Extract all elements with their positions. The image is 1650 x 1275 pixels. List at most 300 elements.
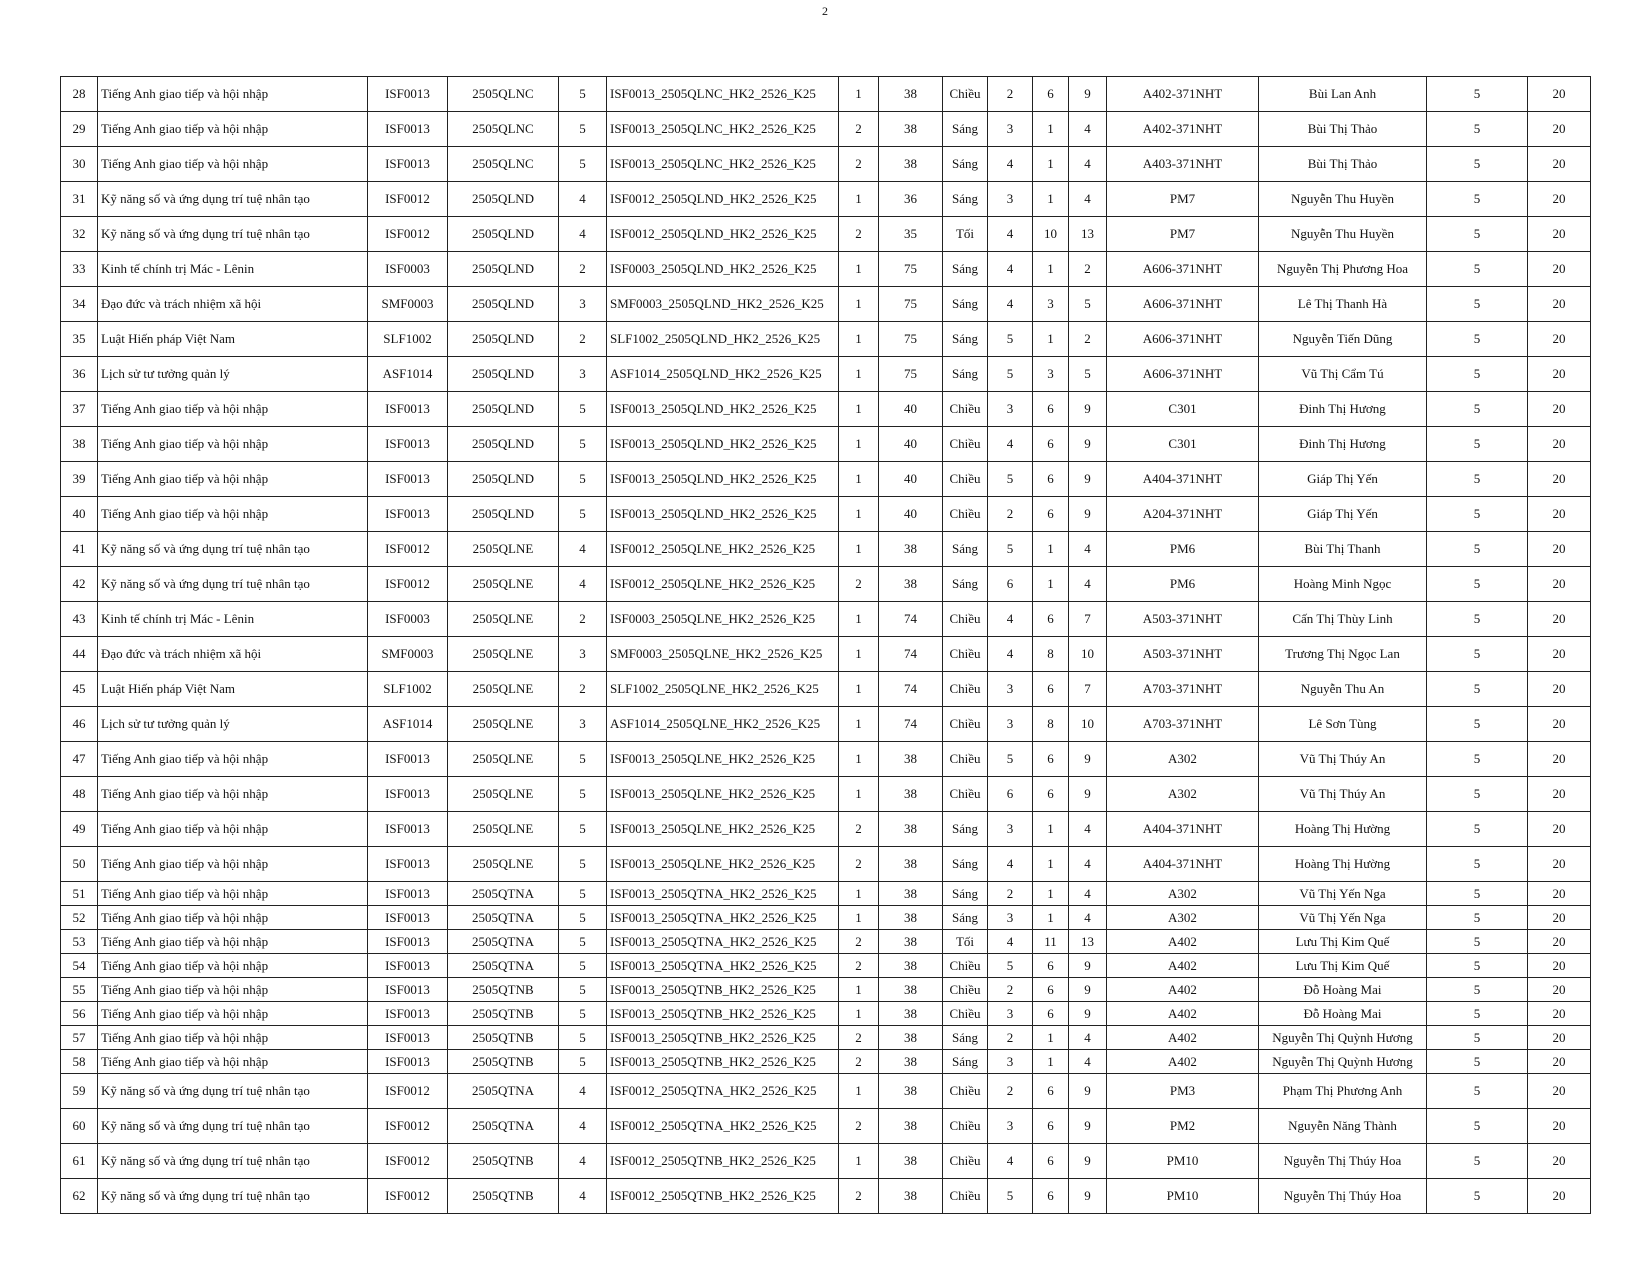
- max-periods-cell: 20: [1528, 954, 1591, 978]
- period-start-cell: 6: [1033, 978, 1069, 1002]
- course-name-cell: Tiếng Anh giao tiếp và hội nhập: [98, 847, 368, 882]
- table-row: [61, 1074, 1591, 1109]
- weekday-cell: 3: [988, 182, 1033, 217]
- course-name-cell: Kỹ năng số và ứng dụng trí tuệ nhân tạo: [98, 182, 368, 217]
- weeks-cell: 5: [1427, 427, 1528, 462]
- credits-cell: 5: [559, 77, 607, 112]
- group-cell: 1: [839, 906, 879, 930]
- course-code-cell: ISF0013: [368, 954, 448, 978]
- session-cell: Sáng: [943, 567, 988, 602]
- weekday-cell: 5: [988, 322, 1033, 357]
- course-name-cell: Tiếng Anh giao tiếp và hội nhập: [98, 1002, 368, 1026]
- class-code-cell: 2505QLND: [448, 497, 559, 532]
- section-code-cell: SMF0003_2505QLND_HK2_2526_K25: [607, 287, 839, 322]
- student-count-cell: 38: [879, 567, 943, 602]
- room-cell: A606-371NHT: [1107, 252, 1259, 287]
- session-cell: Sáng: [943, 812, 988, 847]
- weekday-cell: 4: [988, 637, 1033, 672]
- weeks-cell: 5: [1427, 112, 1528, 147]
- row-number-cell: 47: [61, 742, 98, 777]
- weekday-cell: 3: [988, 1050, 1033, 1074]
- room-cell: A402-371NHT: [1107, 112, 1259, 147]
- room-cell: PM10: [1107, 1144, 1259, 1179]
- credits-cell: 5: [559, 742, 607, 777]
- weeks-cell: 5: [1427, 1074, 1528, 1109]
- lecturer-cell: Vũ Thị Yến Nga: [1259, 882, 1427, 906]
- class-code-cell: 2505QTNB: [448, 1144, 559, 1179]
- table-row: [61, 637, 1591, 672]
- period-end-cell: 9: [1069, 1144, 1107, 1179]
- max-periods-cell: 20: [1528, 217, 1591, 252]
- weekday-cell: 3: [988, 392, 1033, 427]
- student-count-cell: 38: [879, 1179, 943, 1214]
- course-name-cell: Tiếng Anh giao tiếp và hội nhập: [98, 930, 368, 954]
- max-periods-cell: 20: [1528, 812, 1591, 847]
- weeks-cell: 5: [1427, 707, 1528, 742]
- max-periods-cell: 20: [1528, 742, 1591, 777]
- class-code-cell: 2505QLNC: [448, 77, 559, 112]
- class-code-cell: 2505QTNA: [448, 954, 559, 978]
- section-code-cell: ISF0013_2505QLND_HK2_2526_K25: [607, 392, 839, 427]
- section-code-cell: ISF0013_2505QLND_HK2_2526_K25: [607, 462, 839, 497]
- student-count-cell: 38: [879, 777, 943, 812]
- period-start-cell: 6: [1033, 1074, 1069, 1109]
- max-periods-cell: 20: [1528, 1074, 1591, 1109]
- weekday-cell: 4: [988, 147, 1033, 182]
- group-cell: 2: [839, 1026, 879, 1050]
- section-code-cell: ISF0003_2505QLNE_HK2_2526_K25: [607, 602, 839, 637]
- lecturer-cell: Lưu Thị Kim Quế: [1259, 930, 1427, 954]
- section-code-cell: ASF1014_2505QLND_HK2_2526_K25: [607, 357, 839, 392]
- weeks-cell: 5: [1427, 322, 1528, 357]
- credits-cell: 4: [559, 217, 607, 252]
- weekday-cell: 4: [988, 930, 1033, 954]
- room-cell: A402-371NHT: [1107, 77, 1259, 112]
- room-cell: PM7: [1107, 182, 1259, 217]
- class-code-cell: 2505QLND: [448, 182, 559, 217]
- section-code-cell: ISF0013_2505QTNB_HK2_2526_K25: [607, 1050, 839, 1074]
- weekday-cell: 5: [988, 357, 1033, 392]
- course-name-cell: Tiếng Anh giao tiếp và hội nhập: [98, 77, 368, 112]
- weekday-cell: 2: [988, 1026, 1033, 1050]
- class-code-cell: 2505QLND: [448, 392, 559, 427]
- room-cell: A503-371NHT: [1107, 637, 1259, 672]
- weeks-cell: 5: [1427, 1144, 1528, 1179]
- section-code-cell: ISF0012_2505QTNB_HK2_2526_K25: [607, 1179, 839, 1214]
- class-code-cell: 2505QLND: [448, 357, 559, 392]
- period-end-cell: 9: [1069, 462, 1107, 497]
- student-count-cell: 38: [879, 1050, 943, 1074]
- course-code-cell: ISF0013: [368, 777, 448, 812]
- weeks-cell: 5: [1427, 672, 1528, 707]
- course-code-cell: ISF0012: [368, 1109, 448, 1144]
- section-code-cell: ISF0013_2505QLNC_HK2_2526_K25: [607, 77, 839, 112]
- session-cell: Chiều: [943, 707, 988, 742]
- course-code-cell: ISF0013: [368, 906, 448, 930]
- group-cell: 1: [839, 637, 879, 672]
- student-count-cell: 38: [879, 954, 943, 978]
- weeks-cell: 5: [1427, 567, 1528, 602]
- course-code-cell: ISF0013: [368, 147, 448, 182]
- course-name-cell: Kinh tế chính trị Mác - Lênin: [98, 602, 368, 637]
- session-cell: Sáng: [943, 287, 988, 322]
- period-start-cell: 1: [1033, 882, 1069, 906]
- weekday-cell: 4: [988, 1144, 1033, 1179]
- course-name-cell: Tiếng Anh giao tiếp và hội nhập: [98, 112, 368, 147]
- table-row: [61, 112, 1591, 147]
- row-number-cell: 43: [61, 602, 98, 637]
- section-code-cell: ISF0012_2505QLNE_HK2_2526_K25: [607, 532, 839, 567]
- lecturer-cell: Lê Sơn Tùng: [1259, 707, 1427, 742]
- period-start-cell: 6: [1033, 742, 1069, 777]
- table-row: [61, 847, 1591, 882]
- room-cell: A404-371NHT: [1107, 847, 1259, 882]
- row-number-cell: 55: [61, 978, 98, 1002]
- max-periods-cell: 20: [1528, 1144, 1591, 1179]
- student-count-cell: 38: [879, 112, 943, 147]
- table-row: [61, 1026, 1591, 1050]
- student-count-cell: 38: [879, 1026, 943, 1050]
- lecturer-cell: Phạm Thị Phương Anh: [1259, 1074, 1427, 1109]
- table-row: [61, 287, 1591, 322]
- student-count-cell: 38: [879, 847, 943, 882]
- period-start-cell: 6: [1033, 392, 1069, 427]
- row-number-cell: 60: [61, 1109, 98, 1144]
- section-code-cell: ISF0013_2505QLNE_HK2_2526_K25: [607, 812, 839, 847]
- row-number-cell: 34: [61, 287, 98, 322]
- row-number-cell: 32: [61, 217, 98, 252]
- table-row: [61, 906, 1591, 930]
- session-cell: Chiều: [943, 1179, 988, 1214]
- student-count-cell: 38: [879, 1144, 943, 1179]
- lecturer-cell: Cấn Thị Thùy Linh: [1259, 602, 1427, 637]
- section-code-cell: ISF0013_2505QLNE_HK2_2526_K25: [607, 847, 839, 882]
- weekday-cell: 2: [988, 1074, 1033, 1109]
- section-code-cell: ISF0013_2505QTNA_HK2_2526_K25: [607, 954, 839, 978]
- period-end-cell: 9: [1069, 954, 1107, 978]
- credits-cell: 5: [559, 392, 607, 427]
- weekday-cell: 3: [988, 1109, 1033, 1144]
- lecturer-cell: Trương Thị Ngọc Lan: [1259, 637, 1427, 672]
- group-cell: 1: [839, 322, 879, 357]
- max-periods-cell: 20: [1528, 532, 1591, 567]
- class-code-cell: 2505QTNA: [448, 930, 559, 954]
- table-row: [61, 930, 1591, 954]
- group-cell: 1: [839, 777, 879, 812]
- lecturer-cell: Nguyễn Năng Thành: [1259, 1109, 1427, 1144]
- course-name-cell: Tiếng Anh giao tiếp và hội nhập: [98, 954, 368, 978]
- class-code-cell: 2505QTNB: [448, 1050, 559, 1074]
- period-start-cell: 6: [1033, 1002, 1069, 1026]
- course-code-cell: SLF1002: [368, 322, 448, 357]
- room-cell: A703-371NHT: [1107, 672, 1259, 707]
- period-start-cell: 6: [1033, 1179, 1069, 1214]
- row-number-cell: 59: [61, 1074, 98, 1109]
- weekday-cell: 4: [988, 847, 1033, 882]
- weekday-cell: 5: [988, 1179, 1033, 1214]
- room-cell: A404-371NHT: [1107, 462, 1259, 497]
- weekday-cell: 5: [988, 532, 1033, 567]
- course-code-cell: ASF1014: [368, 707, 448, 742]
- room-cell: A204-371NHT: [1107, 497, 1259, 532]
- row-number-cell: 44: [61, 637, 98, 672]
- session-cell: Chiều: [943, 497, 988, 532]
- max-periods-cell: 20: [1528, 497, 1591, 532]
- lecturer-cell: Hoàng Minh Ngọc: [1259, 567, 1427, 602]
- max-periods-cell: 20: [1528, 112, 1591, 147]
- room-cell: A606-371NHT: [1107, 357, 1259, 392]
- student-count-cell: 40: [879, 427, 943, 462]
- row-number-cell: 31: [61, 182, 98, 217]
- student-count-cell: 40: [879, 497, 943, 532]
- row-number-cell: 54: [61, 954, 98, 978]
- period-end-cell: 9: [1069, 978, 1107, 1002]
- session-cell: Chiều: [943, 954, 988, 978]
- weekday-cell: 3: [988, 112, 1033, 147]
- group-cell: 2: [839, 1050, 879, 1074]
- class-code-cell: 2505QTNB: [448, 1026, 559, 1050]
- table-row: [61, 978, 1591, 1002]
- group-cell: 1: [839, 1002, 879, 1026]
- weeks-cell: 5: [1427, 252, 1528, 287]
- credits-cell: 3: [559, 707, 607, 742]
- student-count-cell: 75: [879, 287, 943, 322]
- class-code-cell: 2505QLNE: [448, 532, 559, 567]
- class-code-cell: 2505QTNA: [448, 882, 559, 906]
- weeks-cell: 5: [1427, 978, 1528, 1002]
- room-cell: C301: [1107, 427, 1259, 462]
- period-end-cell: 4: [1069, 147, 1107, 182]
- table-row: [61, 252, 1591, 287]
- row-number-cell: 56: [61, 1002, 98, 1026]
- room-cell: A703-371NHT: [1107, 707, 1259, 742]
- table-row: [61, 77, 1591, 112]
- group-cell: 1: [839, 978, 879, 1002]
- row-number-cell: 41: [61, 532, 98, 567]
- student-count-cell: 38: [879, 978, 943, 1002]
- row-number-cell: 57: [61, 1026, 98, 1050]
- room-cell: A404-371NHT: [1107, 812, 1259, 847]
- max-periods-cell: 20: [1528, 882, 1591, 906]
- session-cell: Chiều: [943, 462, 988, 497]
- period-start-cell: 8: [1033, 637, 1069, 672]
- group-cell: 2: [839, 930, 879, 954]
- weeks-cell: 5: [1427, 497, 1528, 532]
- session-cell: Chiều: [943, 1144, 988, 1179]
- weekday-cell: 3: [988, 906, 1033, 930]
- course-name-cell: Tiếng Anh giao tiếp và hội nhập: [98, 882, 368, 906]
- row-number-cell: 58: [61, 1050, 98, 1074]
- table-row: [61, 1144, 1591, 1179]
- course-name-cell: Tiếng Anh giao tiếp và hội nhập: [98, 978, 368, 1002]
- section-code-cell: ISF0013_2505QLND_HK2_2526_K25: [607, 497, 839, 532]
- course-code-cell: ISF0003: [368, 602, 448, 637]
- lecturer-cell: Nguyễn Thị Thúy Hoa: [1259, 1144, 1427, 1179]
- group-cell: 1: [839, 182, 879, 217]
- period-start-cell: 1: [1033, 812, 1069, 847]
- class-code-cell: 2505QLNC: [448, 112, 559, 147]
- session-cell: Sáng: [943, 182, 988, 217]
- period-end-cell: 4: [1069, 182, 1107, 217]
- course-name-cell: Tiếng Anh giao tiếp và hội nhập: [98, 497, 368, 532]
- course-name-cell: Tiếng Anh giao tiếp và hội nhập: [98, 906, 368, 930]
- section-code-cell: SLF1002_2505QLND_HK2_2526_K25: [607, 322, 839, 357]
- period-start-cell: 1: [1033, 252, 1069, 287]
- row-number-cell: 53: [61, 930, 98, 954]
- table-row: [61, 322, 1591, 357]
- weeks-cell: 5: [1427, 532, 1528, 567]
- class-code-cell: 2505QLNE: [448, 602, 559, 637]
- session-cell: Chiều: [943, 637, 988, 672]
- row-number-cell: 29: [61, 112, 98, 147]
- class-code-cell: 2505QLNE: [448, 742, 559, 777]
- room-cell: A402: [1107, 1050, 1259, 1074]
- table-row: [61, 1002, 1591, 1026]
- course-code-cell: ISF0013: [368, 882, 448, 906]
- student-count-cell: 38: [879, 930, 943, 954]
- table-row: [61, 392, 1591, 427]
- weeks-cell: 5: [1427, 742, 1528, 777]
- weekday-cell: 3: [988, 1002, 1033, 1026]
- session-cell: Chiều: [943, 602, 988, 637]
- student-count-cell: 75: [879, 322, 943, 357]
- row-number-cell: 39: [61, 462, 98, 497]
- room-cell: PM10: [1107, 1179, 1259, 1214]
- period-end-cell: 4: [1069, 112, 1107, 147]
- period-start-cell: 6: [1033, 77, 1069, 112]
- session-cell: Chiều: [943, 742, 988, 777]
- max-periods-cell: 20: [1528, 1179, 1591, 1214]
- class-code-cell: 2505QLND: [448, 217, 559, 252]
- max-periods-cell: 20: [1528, 1026, 1591, 1050]
- credits-cell: 3: [559, 357, 607, 392]
- room-cell: A606-371NHT: [1107, 287, 1259, 322]
- course-name-cell: Kỹ năng số và ứng dụng trí tuệ nhân tạo: [98, 1144, 368, 1179]
- row-number-cell: 52: [61, 906, 98, 930]
- student-count-cell: 75: [879, 252, 943, 287]
- course-code-cell: ISF0013: [368, 742, 448, 777]
- lecturer-cell: Nguyễn Thu An: [1259, 672, 1427, 707]
- student-count-cell: 38: [879, 1074, 943, 1109]
- lecturer-cell: Lê Thị Thanh Hà: [1259, 287, 1427, 322]
- period-end-cell: 10: [1069, 637, 1107, 672]
- lecturer-cell: Vũ Thị Yến Nga: [1259, 906, 1427, 930]
- period-end-cell: 4: [1069, 882, 1107, 906]
- credits-cell: 5: [559, 882, 607, 906]
- class-code-cell: 2505QLNC: [448, 147, 559, 182]
- class-code-cell: 2505QLNE: [448, 637, 559, 672]
- course-name-cell: Kỹ năng số và ứng dụng trí tuệ nhân tạo: [98, 1179, 368, 1214]
- session-cell: Sáng: [943, 532, 988, 567]
- course-code-cell: ISF0012: [368, 1179, 448, 1214]
- page-number: 2: [822, 4, 828, 18]
- row-number-cell: 40: [61, 497, 98, 532]
- course-code-cell: ISF0013: [368, 112, 448, 147]
- period-start-cell: 1: [1033, 567, 1069, 602]
- weeks-cell: 5: [1427, 1109, 1528, 1144]
- session-cell: Sáng: [943, 882, 988, 906]
- room-cell: A302: [1107, 906, 1259, 930]
- period-end-cell: 4: [1069, 567, 1107, 602]
- weekday-cell: 2: [988, 497, 1033, 532]
- course-name-cell: Đạo đức và trách nhiệm xã hội: [98, 287, 368, 322]
- max-periods-cell: 20: [1528, 287, 1591, 322]
- section-code-cell: ISF0013_2505QLNE_HK2_2526_K25: [607, 742, 839, 777]
- section-code-cell: ISF0012_2505QTNA_HK2_2526_K25: [607, 1109, 839, 1144]
- lecturer-cell: Nguyễn Thị Quỳnh Hương: [1259, 1050, 1427, 1074]
- period-start-cell: 1: [1033, 322, 1069, 357]
- session-cell: Sáng: [943, 1026, 988, 1050]
- weekday-cell: 6: [988, 567, 1033, 602]
- course-code-cell: SMF0003: [368, 637, 448, 672]
- credits-cell: 5: [559, 1026, 607, 1050]
- course-name-cell: Luật Hiến pháp Việt Nam: [98, 322, 368, 357]
- schedule-table: [60, 76, 1591, 1214]
- period-end-cell: 5: [1069, 287, 1107, 322]
- course-code-cell: ISF0013: [368, 77, 448, 112]
- table-row: [61, 777, 1591, 812]
- credits-cell: 5: [559, 1002, 607, 1026]
- group-cell: 1: [839, 252, 879, 287]
- table-row: [61, 672, 1591, 707]
- group-cell: 2: [839, 847, 879, 882]
- credits-cell: 4: [559, 567, 607, 602]
- lecturer-cell: Hoàng Thị Hường: [1259, 847, 1427, 882]
- period-end-cell: 9: [1069, 1179, 1107, 1214]
- table-row: [61, 147, 1591, 182]
- lecturer-cell: Bùi Thị Thanh: [1259, 532, 1427, 567]
- class-code-cell: 2505QTNA: [448, 1109, 559, 1144]
- table-row: [61, 742, 1591, 777]
- table-row: [61, 882, 1591, 906]
- room-cell: A302: [1107, 882, 1259, 906]
- course-name-cell: Kỹ năng số và ứng dụng trí tuệ nhân tạo: [98, 1109, 368, 1144]
- period-start-cell: 3: [1033, 287, 1069, 322]
- period-start-cell: 1: [1033, 906, 1069, 930]
- course-code-cell: SMF0003: [368, 287, 448, 322]
- period-end-cell: 9: [1069, 77, 1107, 112]
- course-name-cell: Kỹ năng số và ứng dụng trí tuệ nhân tạo: [98, 1074, 368, 1109]
- weeks-cell: 5: [1427, 602, 1528, 637]
- row-number-cell: 28: [61, 77, 98, 112]
- room-cell: A402: [1107, 930, 1259, 954]
- course-name-cell: Kỹ năng số và ứng dụng trí tuệ nhân tạo: [98, 567, 368, 602]
- student-count-cell: 35: [879, 217, 943, 252]
- row-number-cell: 42: [61, 567, 98, 602]
- max-periods-cell: 20: [1528, 427, 1591, 462]
- session-cell: Chiều: [943, 77, 988, 112]
- lecturer-cell: Lưu Thị Kim Quế: [1259, 954, 1427, 978]
- period-start-cell: 1: [1033, 147, 1069, 182]
- course-code-cell: ISF0013: [368, 812, 448, 847]
- session-cell: Sáng: [943, 252, 988, 287]
- group-cell: 1: [839, 392, 879, 427]
- student-count-cell: 38: [879, 906, 943, 930]
- lecturer-cell: Giáp Thị Yến: [1259, 497, 1427, 532]
- student-count-cell: 38: [879, 1109, 943, 1144]
- course-code-cell: ISF0012: [368, 1074, 448, 1109]
- credits-cell: 2: [559, 252, 607, 287]
- weeks-cell: 5: [1427, 1026, 1528, 1050]
- room-cell: PM3: [1107, 1074, 1259, 1109]
- course-name-cell: Tiếng Anh giao tiếp và hội nhập: [98, 427, 368, 462]
- course-code-cell: ASF1014: [368, 357, 448, 392]
- period-end-cell: 2: [1069, 322, 1107, 357]
- class-code-cell: 2505QLNE: [448, 777, 559, 812]
- weeks-cell: 5: [1427, 147, 1528, 182]
- table-row: [61, 497, 1591, 532]
- group-cell: 2: [839, 954, 879, 978]
